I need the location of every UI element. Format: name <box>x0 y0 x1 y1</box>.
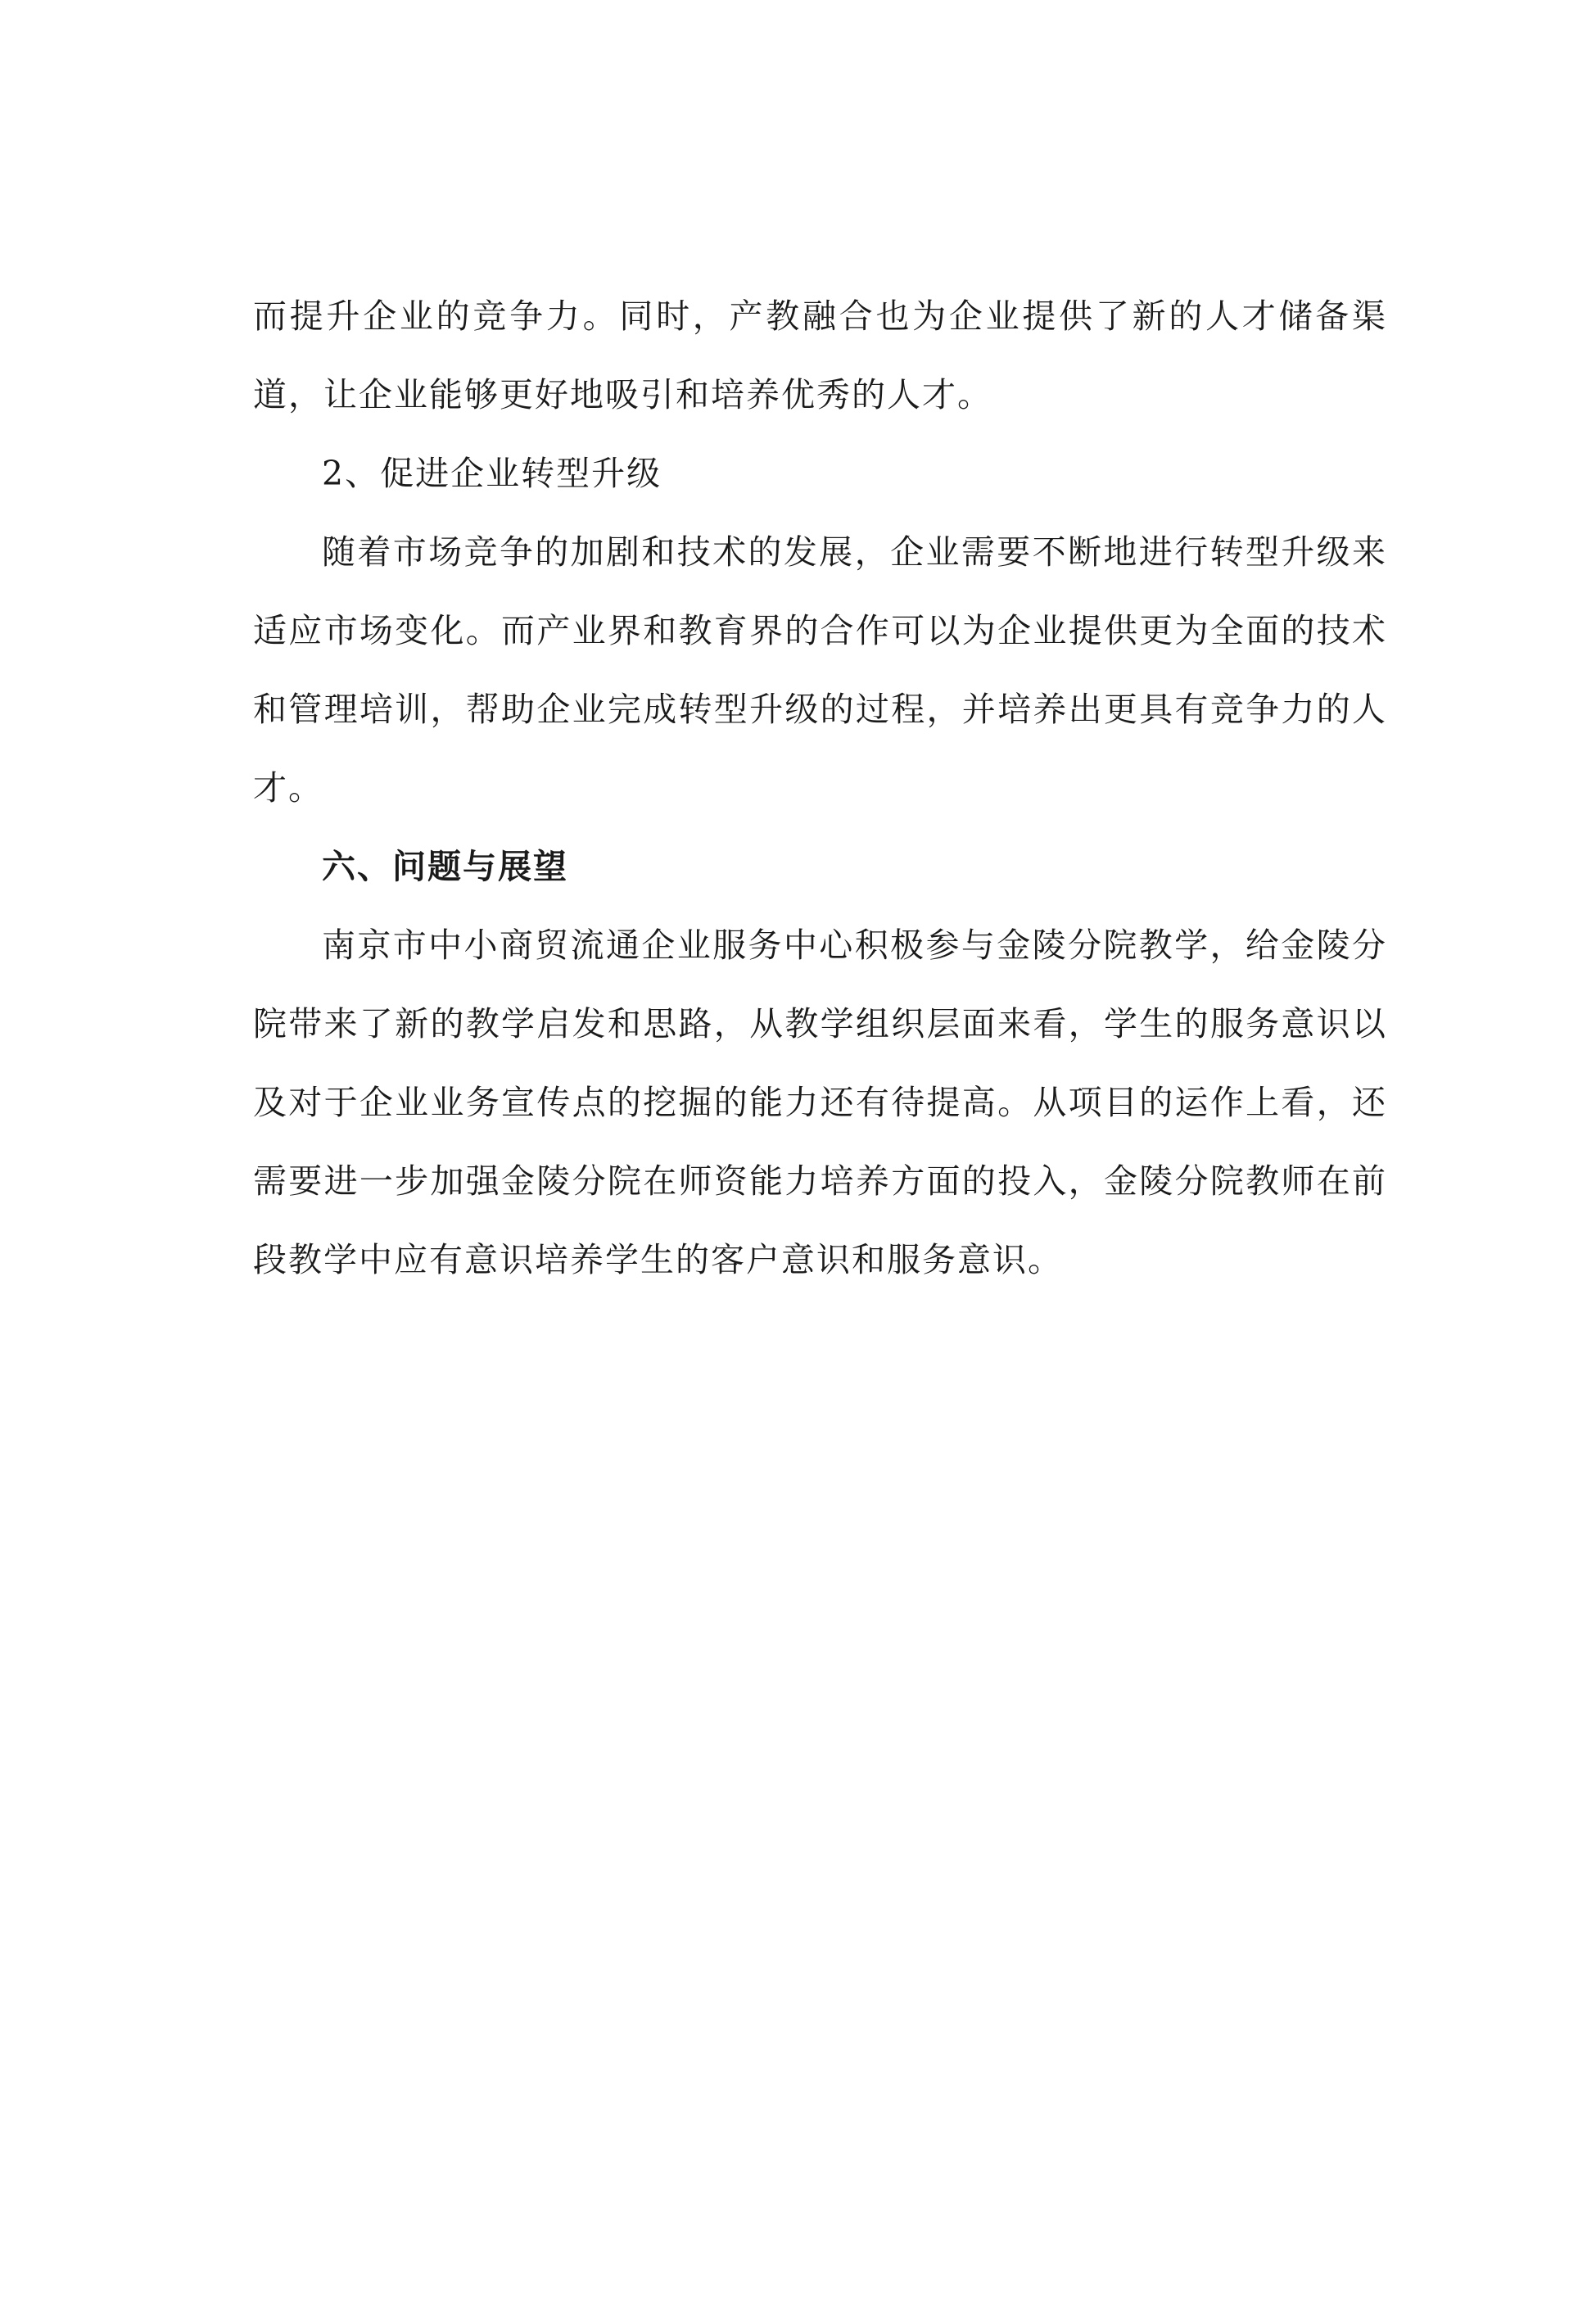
paragraph-transformation: 随着市场竞争的加剧和技术的发展，企业需要不断地进行转型升级来适应市场变化。而产业界和教育界的合作可以为企业提供更为全面的技术和管理培训，帮助企业完成转型升级的过程，并培养出更具有竞争力的人才。 <box>253 532 1387 808</box>
paragraph-continued: 而提升企业的竞争力。同时，产教融合也为企业提供了新的人才储备渠道，让企业能够更好地吸引和培养优秀的人才。 <box>253 296 1387 414</box>
paragraph-outlook: 南京市中小商贸流通企业服务中心积极参与金陵分院教学，给金陵分院带来了新的教学启发和思路，从教学组织层面来看，学生的服务意识以及对于企业业务宣传点的挖掘的能力还有待提高。从项目的运作上看，还需要进一步加强金陵分院在师资能力培养方面的投入，金陵分院教师在前段教学中应有意识培养学生的客户意识和服务意识。 <box>253 926 1387 1279</box>
subheading-promote-transformation: 2、促进企业转型升级 <box>322 454 662 493</box>
document-body <box>253 277 1387 1299</box>
section-heading-problems-outlook: 六、问题与展望 <box>322 847 568 886</box>
